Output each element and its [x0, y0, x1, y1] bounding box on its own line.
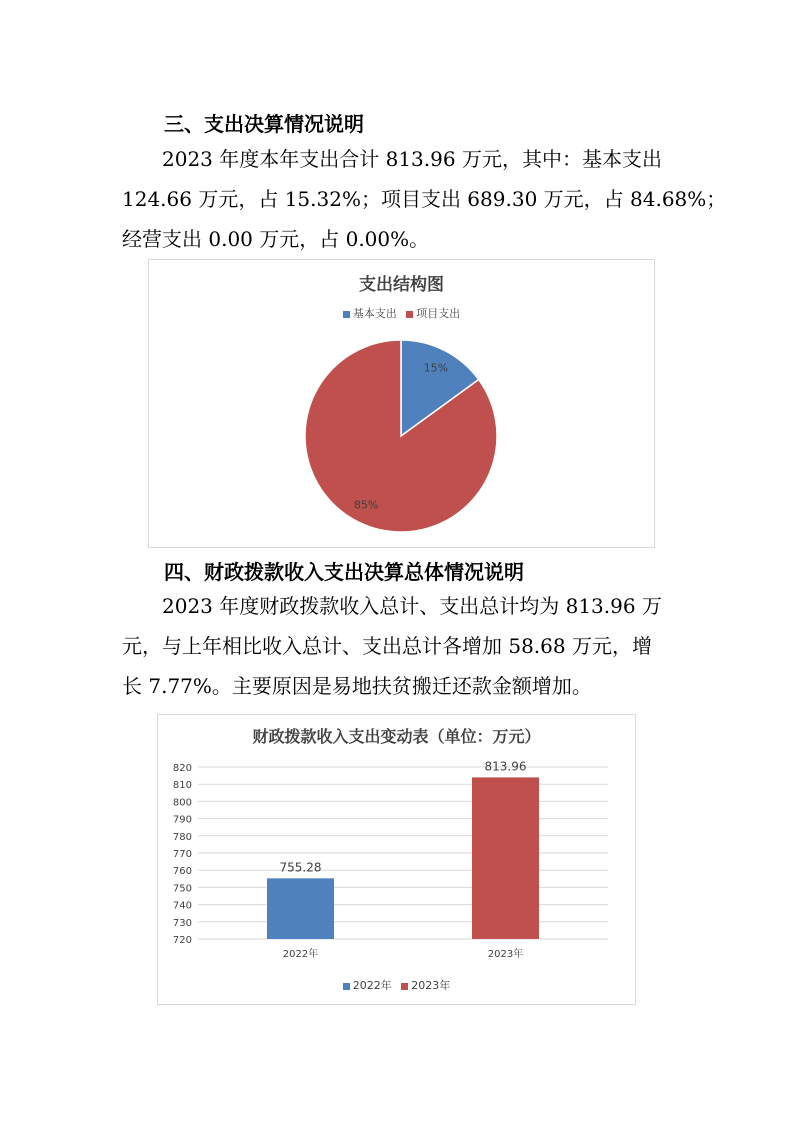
bar-legend [158, 977, 635, 993]
y-tick-label: 760 [172, 866, 192, 878]
x-tick-label: 2022年 [282, 949, 319, 960]
y-tick-label: 740 [172, 900, 192, 912]
pie-data-label: 85% [353, 498, 379, 512]
paragraph-line: 2023 年度本年支出合计 813.96 万元，其中：基本支出 [162, 147, 662, 171]
legend-label: 2022年 [352, 979, 392, 992]
bar-data-label: 755.28 [279, 860, 322, 875]
section3-paragraph [122, 139, 727, 259]
bar-plot [158, 715, 635, 1004]
legend-label: 项目支出 [416, 307, 461, 320]
legend-swatch-2022 [343, 983, 350, 990]
bar [267, 878, 334, 939]
y-tick-label: 790 [172, 814, 192, 826]
y-tick-label: 780 [172, 831, 192, 843]
paragraph-line: 124.66 万元，占 15.32%；项目支出 689.30 万元，占 84.68%； [122, 187, 727, 211]
y-tick-label: 730 [172, 917, 192, 929]
legend-item-2022 [343, 977, 392, 993]
bar-chart-title: 财政拨款收入支出变动表（单位：万元） [252, 727, 541, 746]
paragraph-line: 元，与上年相比收入总计、支出总计各增加 58.68 万元，增 [122, 634, 652, 658]
y-tick-label: 800 [172, 797, 192, 809]
legend-item-2023 [401, 977, 450, 993]
legend-swatch-2023 [401, 983, 408, 990]
x-tick-label: 2023年 [487, 949, 524, 960]
section4-heading: 四、财政拨款收入支出决算总体情况说明 [164, 560, 524, 584]
paragraph-line: 长 7.77%。主要原因是易地扶贫搬迁还款金额增加。 [122, 674, 592, 698]
y-tick-label: 720 [172, 935, 192, 946]
bar [472, 777, 539, 939]
paragraph-line: 2023 年度财政拨款收入总计、支出总计均为 813.96 万 [162, 594, 662, 618]
pie-plot [149, 260, 654, 547]
pie-chart [148, 259, 655, 548]
pie-data-label: 15% [423, 361, 449, 375]
legend-label: 2023年 [411, 979, 451, 992]
legend-label: 基本支出 [352, 307, 397, 320]
paragraph-line: 经营支出 0.00 万元，占 0.00%。 [122, 227, 430, 251]
y-tick-label: 810 [172, 780, 192, 792]
bar-data-label: 813.96 [484, 759, 527, 774]
section3-heading: 三、支出决算情况说明 [164, 112, 364, 136]
section4-paragraph [122, 586, 682, 706]
y-tick-label: 750 [172, 883, 192, 895]
y-tick-label: 820 [172, 763, 192, 774]
pie-chart-title: 支出结构图 [359, 275, 444, 295]
bar-chart [157, 714, 636, 1005]
y-tick-label: 770 [172, 849, 192, 860]
